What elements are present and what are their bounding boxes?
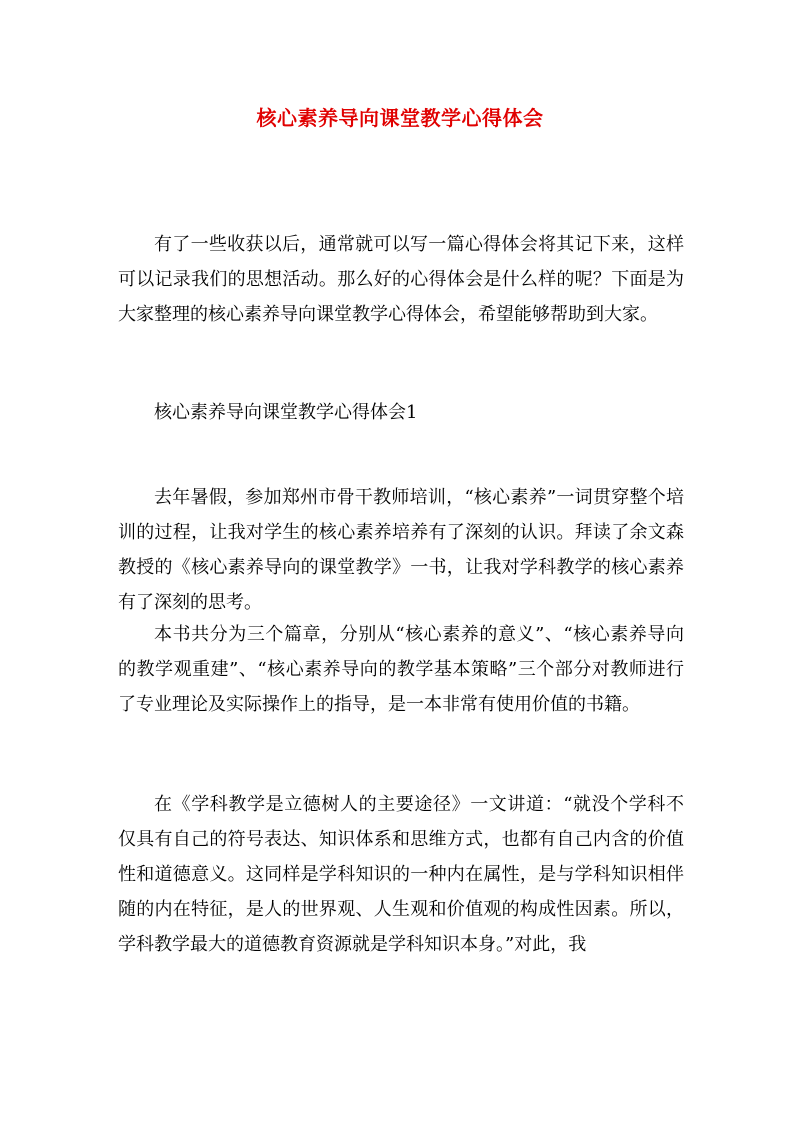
section-heading: 核心素养导向课堂教学心得体会1 (154, 402, 418, 423)
body-paragraph-1: 去年暑假，参加郑州市骨干教师培训，“核心素养”一词贯穿整个培训的过程，让我对学生的核心素养培养有了深刻的认识。拜读了余文森教授的《核心素养导向的课堂教学》一书，让我对学科教学的核心素养有了深刻的思考。 (118, 487, 684, 613)
intro-paragraph: 有了一些收获以后，通常就可以写一篇心得体会将其记下来，这样可以记录我们的思想活动。那么好的心得体会是什么样的呢？下面是为大家整理的核心素养导向课堂教学心得体会，希望能够帮助到大家。 (118, 234, 684, 325)
body-paragraph-2: 本书共分为三个篇章，分别从“核心素养的意义”、“核心素养导向的教学观重建”、“核心素养导向的教学基本策略”三个部分对教师进行了专业理论及实际操作上的指导，是一本非常有使用价值的书籍。 (118, 624, 684, 715)
document-title: 核心素养导向课堂教学心得体会 (256, 106, 544, 130)
body-paragraph-3: 在《学科教学是立德树人的主要途径》一文讲道：“就没个学科不仅具有自己的符号表达、知识体系和思维方式，也都有自己内含的价值性和道德意义。这同样是学科知识的一种内在属性，是与学科知识相伴随的内在特征，是人的世界观、人生观和价值观的构成性因素。所以，学科教学最大的道德教育资源就是学科知识本身。”对此，我 (118, 794, 684, 955)
